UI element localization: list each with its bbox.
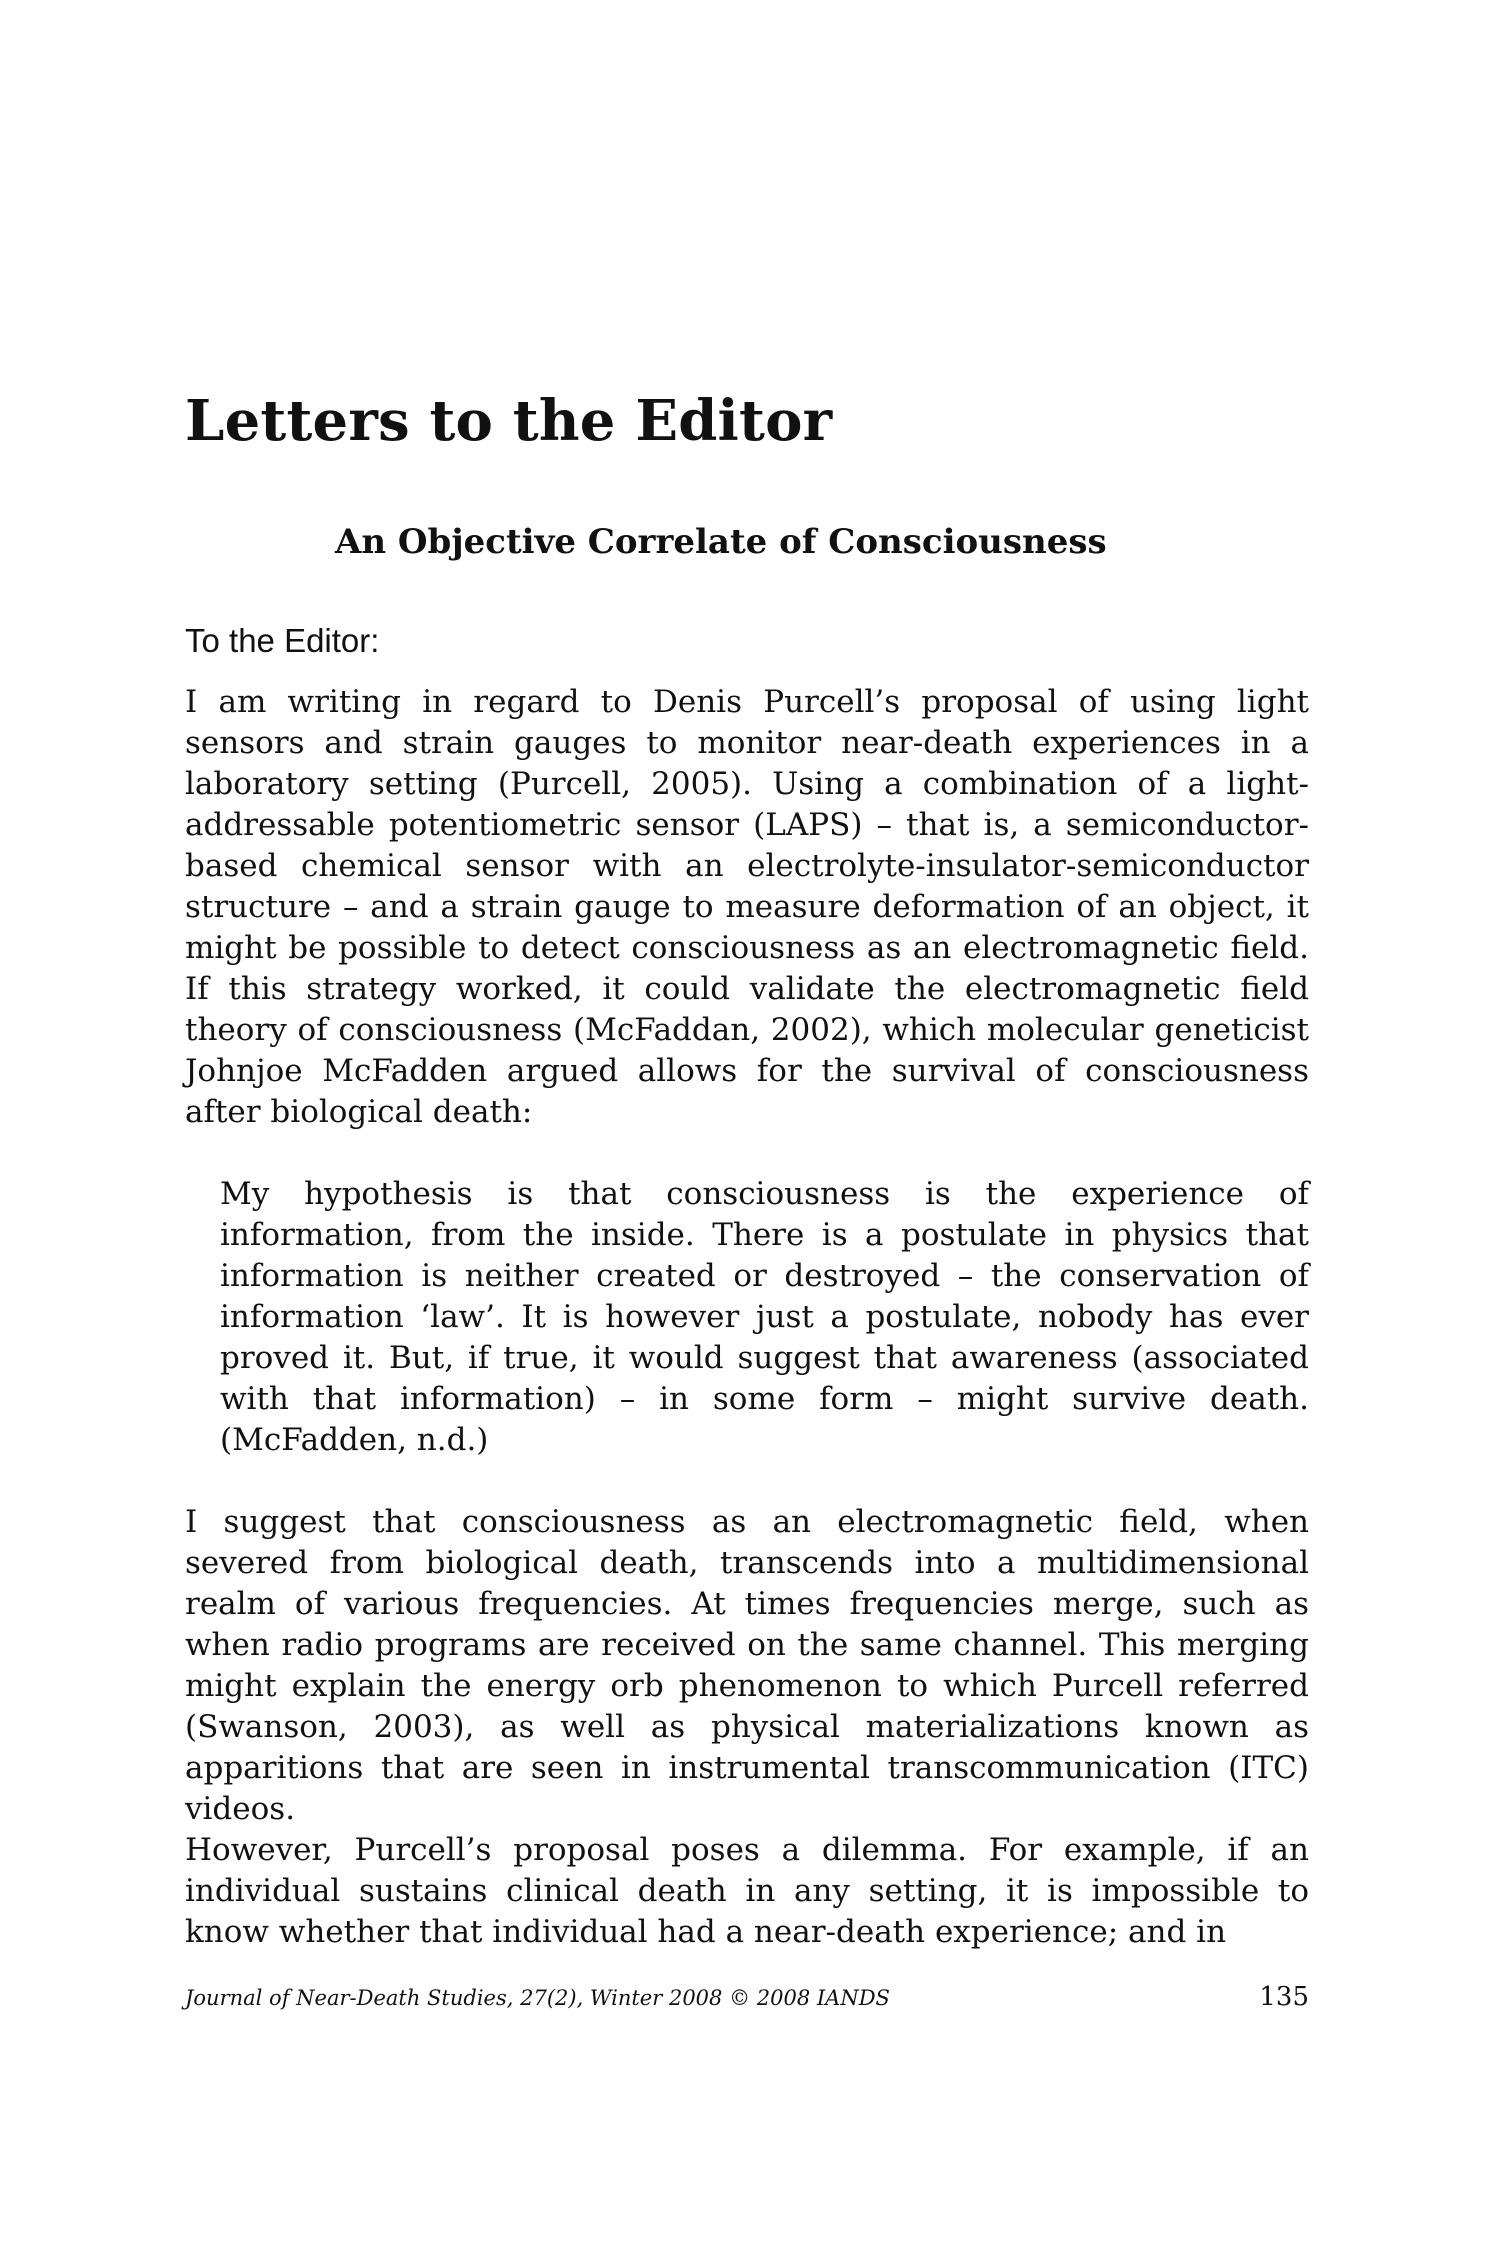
letter-title: An Objective Correlate of Consciousness (335, 522, 1107, 562)
journal-citation: Journal of Near-Death Studies, 27(2), Winter 2008 © 2008 IANDS (185, 1986, 890, 2010)
paragraph-3: However, Purcell’s proposal poses a dilemma. For example, if an individual sustains clinical death in any setting, it is impossible to know whether that individual had a near-death experience; and in (185, 1832, 1309, 1950)
paragraph-2: I suggest that consciousness as an electromagnetic field, when severed from biological death, transcends into a multidimensional realm of various frequencies. At times frequencies merge, such as when radio programs are received on the same channel. This merging might explain the energy orb phenomenon to which Purcell referred (Swanson, 2003), as well as physical materializations known as apparitions that are seen in instrumental transcommunication (ITC) videos. (185, 1504, 1309, 1827)
section-title: Letters to the Editor (185, 388, 833, 454)
block-quote: My hypothesis is that consciousness is the experience of information, from the inside. There is a postulate in physics that information is neither created or destroyed – the conservation of information ‘law’. It is however just a postulate, nobody has ever proved it. But, if true, it would suggest that awareness (associated with that information) – in some form – might survive death. (McFadden, n.d.) (220, 1176, 1309, 1458)
paragraph-1: I am writing in regard to Denis Purcell’s proposal of using light sensors and strain gauges to monitor near-death experiences in a laboratory setting (Purcell, 2005). Using a combination of a light-addressable potentiometric sensor (LAPS) – that is, a semiconductor-based chemical sensor with an electrolyte-insulator-semiconductor structure – and a strain gauge to measure deformation of an object, it might be possible to detect consciousness as an electromagnetic field. If this strategy worked, it could validate the electromagnetic field theory of consciousness (McFaddan, 2002), which molecular geneticist Johnjoe McFadden argued allows for the survival of consciousness after biological death: (185, 684, 1309, 1130)
page-number: 135 (1259, 1982, 1309, 2012)
salutation: To the Editor: (185, 622, 380, 659)
